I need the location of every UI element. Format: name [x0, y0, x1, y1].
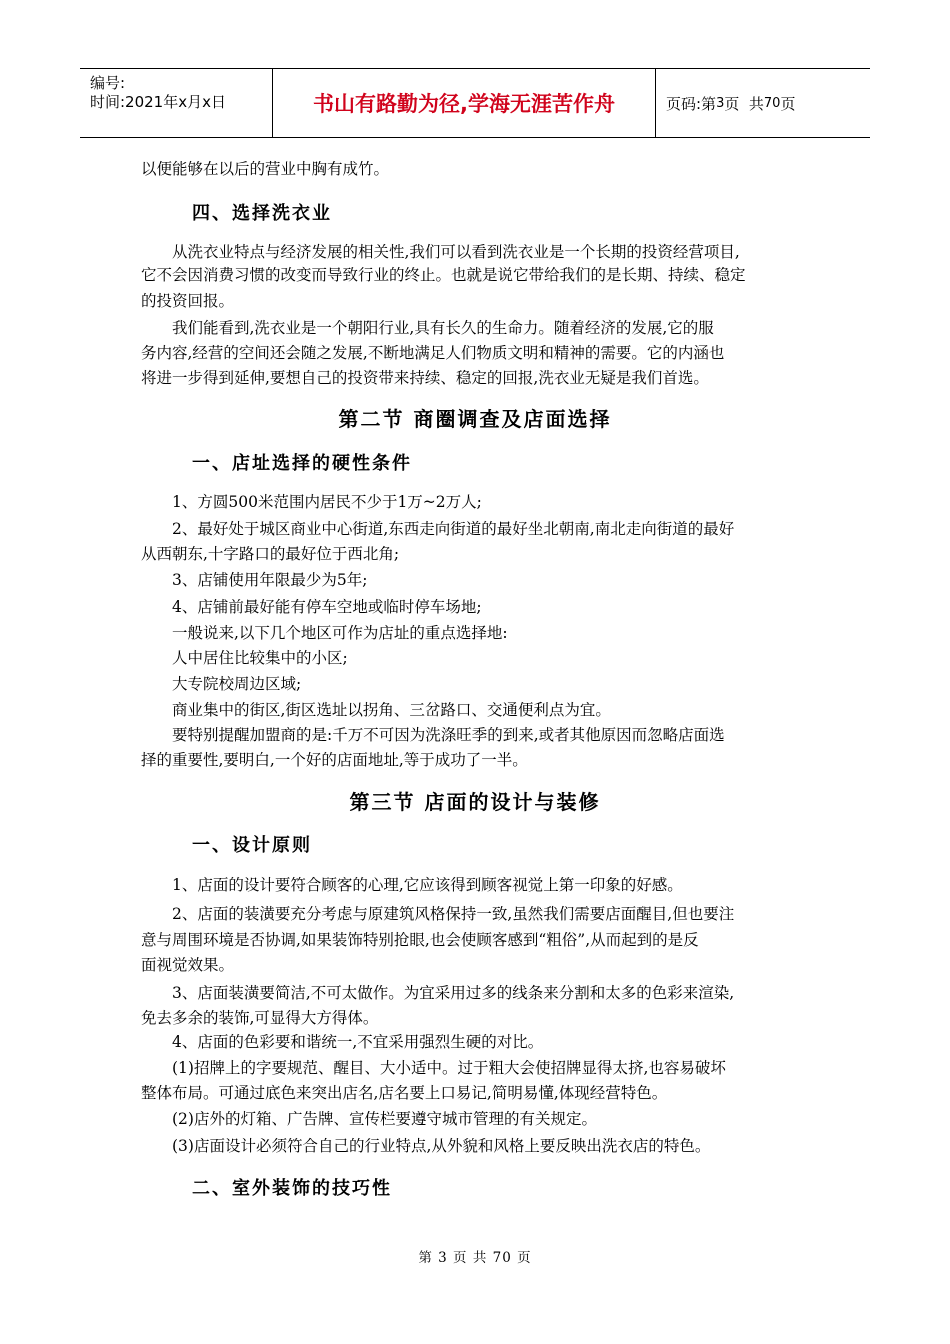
list-item: 3、店铺使用年限最少为5年; [172, 571, 368, 589]
page-footer: 第 3 页 共 70 页 [418, 1250, 532, 1266]
list-item: 2、店面的装潢要充分考虑与原建筑风格保持一致,虽然我们需要店面醒目,但也要注 [172, 905, 735, 923]
list-item-continuation: 免去多余的装饰,可显得大方得体。 [141, 1009, 379, 1027]
list-item-continuation: 意与周围环境是否协调,如果装饰特别抢眼,也会使顾客感到“粗俗”,从而起到的是反 [141, 931, 699, 949]
heading-design-principles: 一、设计原则 [192, 835, 312, 856]
list-item: 2、最好处于城区商业中心街道,东西走向街道的最好坐北朝南,南北走向街道的最好 [172, 520, 735, 538]
section-title-3: 第三节 店面的设计与装修 [349, 790, 601, 814]
header-page-mid: 页 共 [724, 94, 764, 113]
paragraph-line: 我们能看到,洗衣业是一个朝阳行业,具有长久的生命力。随着经济的发展,它的服 [172, 319, 714, 337]
sub-list-item: (1)招牌上的字要规范、醒目、大小适中。过于粗大会使招牌显得太挤,也容易破坏 [172, 1059, 726, 1077]
header-time-label: 时间:2021年x月x日 [90, 93, 226, 111]
section-title-2: 第二节 商圈调查及店面选择 [338, 407, 612, 431]
list-item: 3、店面装潢要简洁,不可太做作。为宜采用过多的线条来分割和太多的色彩来渲染, [172, 984, 735, 1002]
sub-list-item-continuation: 整体布局。可通过底色来突出店名,店名要上口易记,简明易懂,体现经营特色。 [141, 1084, 668, 1102]
list-item: 1、店面的设计要符合顾客的心理,它应该得到顾客视觉上第一印象的好感。 [172, 876, 683, 894]
heading-exterior-decoration: 二、室外装饰的技巧性 [192, 1178, 392, 1199]
list-item: 4、店铺前最好能有停车空地或临时停车场地; [172, 598, 482, 616]
paragraph-line: 择的重要性,要明白,一个好的店面地址,等于成功了一半。 [141, 751, 528, 769]
paragraph-line: 将进一步得到延伸,要想自己的投资带来持续、稳定的回报,洗衣业无疑是我们首选。 [141, 369, 709, 387]
header-page-info [666, 69, 795, 137]
list-item-continuation: 从西朝东,十字路口的最好位于西北角; [141, 545, 400, 563]
sub-list-item: (2)店外的灯箱、广告牌、宣传栏要遵守城市管理的有关规定。 [172, 1110, 597, 1128]
header-number-label: 编号: [90, 74, 126, 92]
header-page-total: 70 [763, 95, 781, 111]
list-item: 4、店面的色彩要和谐统一,不宜采用强烈生硬的对比。 [172, 1033, 544, 1051]
paragraph-line: 它不会因消费习惯的改变而导致行业的终止。也就是说它带给我们的是长期、持续、稳定 [141, 266, 746, 284]
header-motto: 书山有路勤为径,学海无涯苦作舟 [273, 69, 656, 137]
list-item-continuation: 面视觉效果。 [141, 956, 235, 974]
heading-choose-laundry: 四、选择洗衣业 [192, 203, 332, 224]
paragraph-line: 务内容,经营的空间还会随之发展,不断地满足人们物质文明和精神的需要。它的内涵也 [141, 344, 725, 362]
paragraph-line: 商业集中的街区,街区选址以拐角、三岔路口、交通便利点为宜。 [172, 701, 611, 719]
heading-site-conditions: 一、店址选择的硬性条件 [192, 453, 412, 474]
header-page-prefix: 页码:第 [666, 94, 717, 113]
paragraph-line: 一般说来,以下几个地区可作为店址的重点选择地: [172, 624, 508, 642]
sub-list-item: (3)店面设计必须符合自己的行业特点,从外貌和风格上要反映出洗衣店的特色。 [172, 1137, 711, 1155]
paragraph-line: 从洗衣业特点与经济发展的相关性,我们可以看到洗衣业是一个长期的投资经营项目, [172, 243, 740, 261]
header-meta [80, 69, 273, 137]
header-page-suffix: 页 [780, 94, 796, 113]
paragraph-line: 大专院校周边区域; [172, 675, 302, 693]
list-item: 1、方圆500米范围内居民不少于1万~2万人; [172, 493, 482, 511]
paragraph-line: 以便能够在以后的营业中胸有成竹。 [141, 160, 390, 178]
paragraph-line: 人中居住比较集中的小区; [172, 649, 348, 667]
header-page-number: 3 [716, 95, 725, 111]
paragraph-line: 的投资回报。 [141, 292, 235, 310]
page-header [80, 68, 870, 138]
paragraph-line: 要特别提醒加盟商的是:千万不可因为洗涤旺季的到来,或者其他原因而忽略店面选 [172, 726, 725, 744]
